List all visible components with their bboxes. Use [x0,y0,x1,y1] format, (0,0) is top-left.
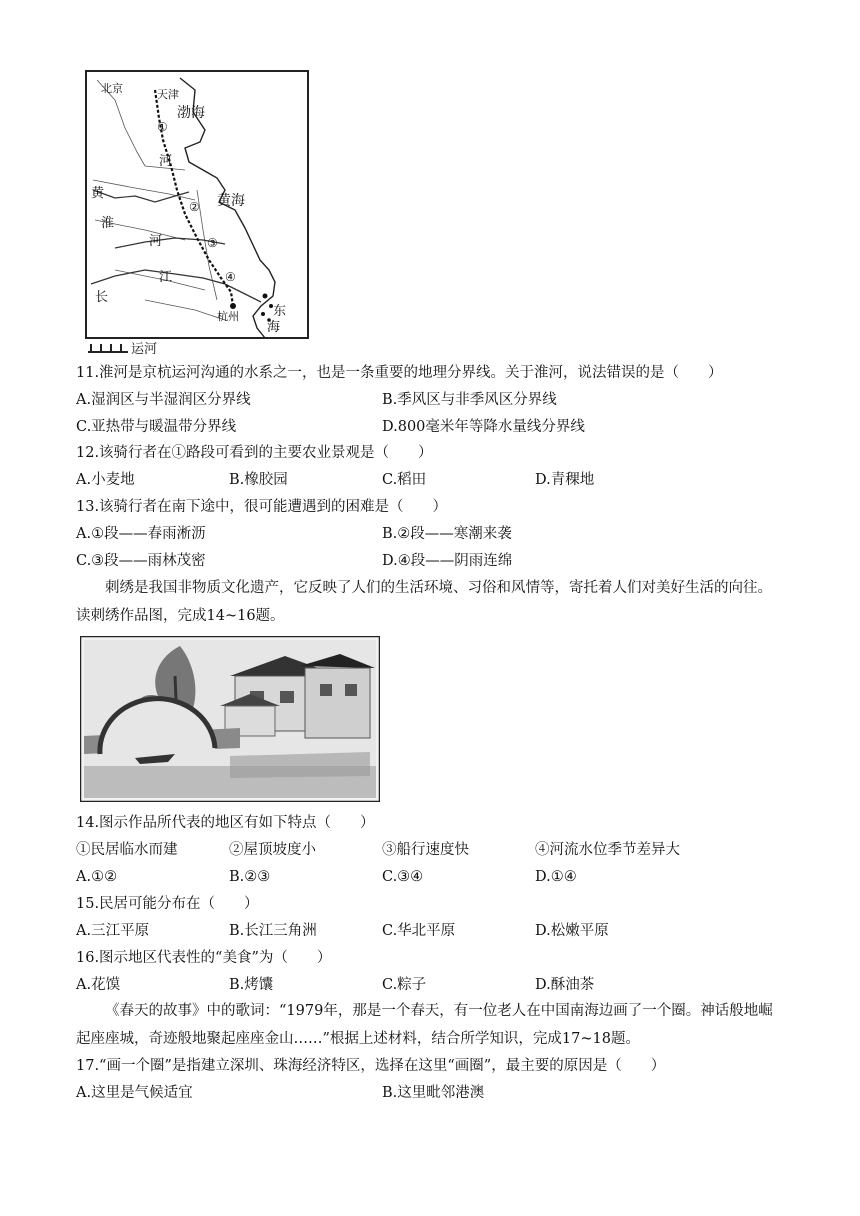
label-hangzhou: 杭州 [217,310,239,323]
intro-embroidery: 刺绣是我国非物质文化遗产，它反映了人们的生活环境、习俗和风情等，寄托着人们对美好生活的向往。读刺绣作品图，完成14~16题。 [76,580,772,624]
q14-statement-2: ②屋顶坡度小 [229,842,316,858]
label-hai: 海 [267,320,281,335]
map-legend [88,338,157,357]
q15-stem: 15.民居可能分布在（ ） [76,896,259,912]
q14-option-b: B.②③ [229,869,271,885]
q13-option-c: C.③段——雨林茂密 [76,553,206,569]
q13-option-b: B.②段——寒潮来袭 [382,526,512,542]
q13-stem: 13.该骑行者在南下途中，很可能遭遇到的困难是（ ） [76,499,448,515]
q16-option-a: A.花馍 [76,977,121,993]
q14-option-a: A.①② [76,869,118,885]
label-tianjin: 天津 [157,88,179,101]
q11-option-a: A.湿润区与半湿润区分界线 [76,392,251,408]
q11-option-b: B.季风区与非季风区分界线 [382,392,557,408]
intro-spring-story: 《春天的故事》中的歌词：“1979年，那是一个春天，有一位老人在中国南海边画了一个圈。神话般地崛起座座城，奇迹般地聚起座座金山……”根据上述材料，结合所学知识，完成17~18题。 [76,1003,773,1047]
q16-option-d: D.酥油茶 [535,977,595,993]
marker-2: ② [189,200,200,214]
q12-stem: 12.该骑行者在①路段可看到的主要农业景观是（ ） [76,445,433,461]
label-he: 河 [159,154,173,169]
q12-option-d: D.青稞地 [535,472,595,488]
q16-stem: 16.图示地区代表性的“美食”为（ ） [76,950,332,966]
grand-canal-map [85,70,309,339]
q11-stem: 11.淮河是京杭运河沟通的水系之一，也是一条重要的地理分界线。关于淮河，说法错误的是（ ） [76,365,723,381]
q17-stem: 17.“画一个圈”是指建立深圳、珠海经济特区，选择在这里“画圈”，最主要的原因是（ ） [76,1058,666,1074]
q14-option-c: C.③④ [382,869,424,885]
label-huang: 黄 [91,186,105,201]
label-he2: 河 [149,234,163,249]
q14-option-d: D.①④ [535,869,577,885]
marker-1: ① [157,120,168,134]
q12-option-c: C.稻田 [382,472,427,488]
q16-option-c: C.粽子 [382,977,427,993]
label-beijing: 北京 [101,82,123,95]
q11-option-c: C.亚热带与暖温带分界线 [76,419,237,435]
embroidery-graphic [80,636,380,802]
label-bohai: 渤海 [177,105,205,121]
q14-stem: 14.图示作品所代表的地区有如下特点（ ） [76,815,375,831]
railroad-symbol [88,343,128,353]
q15-option-a: A.三江平原 [76,923,150,939]
label-dong: 东 [273,304,287,319]
marker-3: ③ [207,236,218,250]
label-chang: 长 [95,290,109,305]
q11-option-d: D.800毫米年等降水量线分界线 [382,419,585,435]
q15-option-b: B.长江三角洲 [229,923,317,939]
label-huanghai: 黄海 [217,193,245,209]
marker-4: ④ [225,270,236,284]
q17-option-a: A.这里是气候适宜 [76,1085,193,1101]
legend-label: 运河 [131,342,158,357]
label-huai: 淮 [101,216,115,231]
q13-option-d: D.④段——阴雨连绵 [382,553,513,569]
q14-statement-3: ③船行速度快 [382,842,469,858]
q15-option-c: C.华北平原 [382,923,456,939]
q14-statement-4: ④河流水位季节差异大 [535,842,680,858]
embroidery-picture [80,636,380,802]
q12-option-a: A.小麦地 [76,472,135,488]
label-jiang: 江 [159,270,173,285]
q13-option-a: A.①段——春雨淅沥 [76,526,206,542]
q12-option-b: B.橡胶园 [229,472,288,488]
q14-statement-1: ①民居临水而建 [76,842,178,858]
q17-option-b: B.这里毗邻港澳 [382,1085,485,1101]
q16-option-b: B.烤馕 [229,977,274,993]
q15-option-d: D.松嫩平原 [535,923,609,939]
